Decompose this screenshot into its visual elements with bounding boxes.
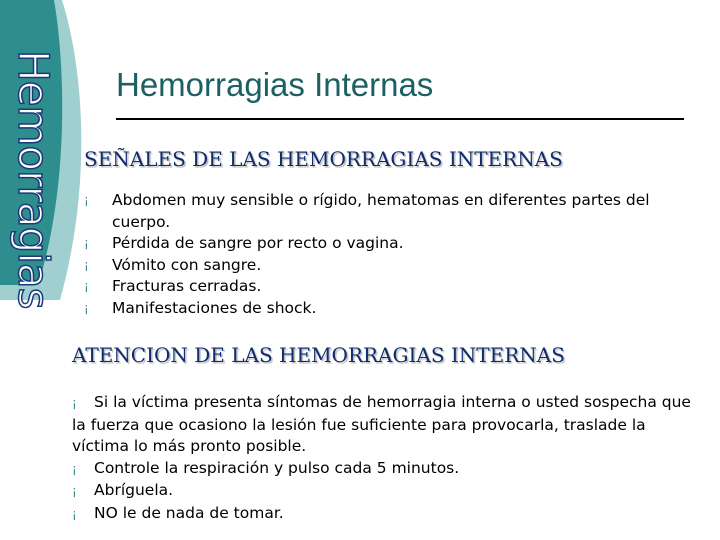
bullet-icon: ¡ <box>72 396 77 410</box>
list-item <box>84 233 674 255</box>
bullet-icon: ¡ <box>84 300 89 315</box>
bullet-icon: ¡ <box>72 461 77 476</box>
bullet-icon: ¡ <box>72 506 77 521</box>
title-underline <box>116 118 684 120</box>
signs-heading: SEÑALES DE LAS HEMORRAGIAS INTERNAS <box>84 147 563 171</box>
care-text: NO le de nada de tomar. <box>94 503 284 522</box>
list-item-text: Fracturas cerradas. <box>112 277 262 295</box>
list-item-text: Pérdida de sangre por recto o vagina. <box>112 234 404 252</box>
signs-list <box>84 190 674 319</box>
care-paragraph <box>72 458 692 481</box>
care-paragraph <box>72 503 692 526</box>
list-item-text: Manifestaciones de shock. <box>112 298 317 317</box>
bullet-icon: ¡ <box>72 484 77 498</box>
list-item <box>84 190 674 233</box>
care-heading: ATENCION DE LAS HEMORRAGIAS INTERNAS <box>72 343 565 367</box>
care-paragraphs <box>72 392 692 525</box>
slide-title: Hemorragias Internas <box>116 66 434 103</box>
care-text: Abríguela. <box>94 481 174 499</box>
care-text: Si la víctima presenta síntomas de hemorragia interna o usted sospecha que la fuerza que ocasiono la lesión fue suficiente para provocarla, traslade la víctima lo más pronto posible. <box>72 393 691 455</box>
bullet-icon: ¡ <box>84 257 89 272</box>
care-paragraph <box>72 392 692 458</box>
list-item <box>84 255 674 277</box>
bullet-icon: ¡ <box>84 193 89 207</box>
list-item-text: Abdomen muy sensible o rígido, hematomas en diferentes partes del cuerpo. <box>112 191 650 231</box>
list-item <box>84 298 674 320</box>
side-title-vertical: Hemorragias <box>9 50 58 309</box>
bullet-icon: ¡ <box>84 236 89 250</box>
care-text: Controle la respiración y pulso cada 5 minutos. <box>94 458 460 477</box>
care-paragraph <box>72 480 692 503</box>
bullet-icon: ¡ <box>84 279 89 293</box>
list-item-text: Vómito con sangre. <box>112 255 262 274</box>
list-item <box>84 276 674 298</box>
